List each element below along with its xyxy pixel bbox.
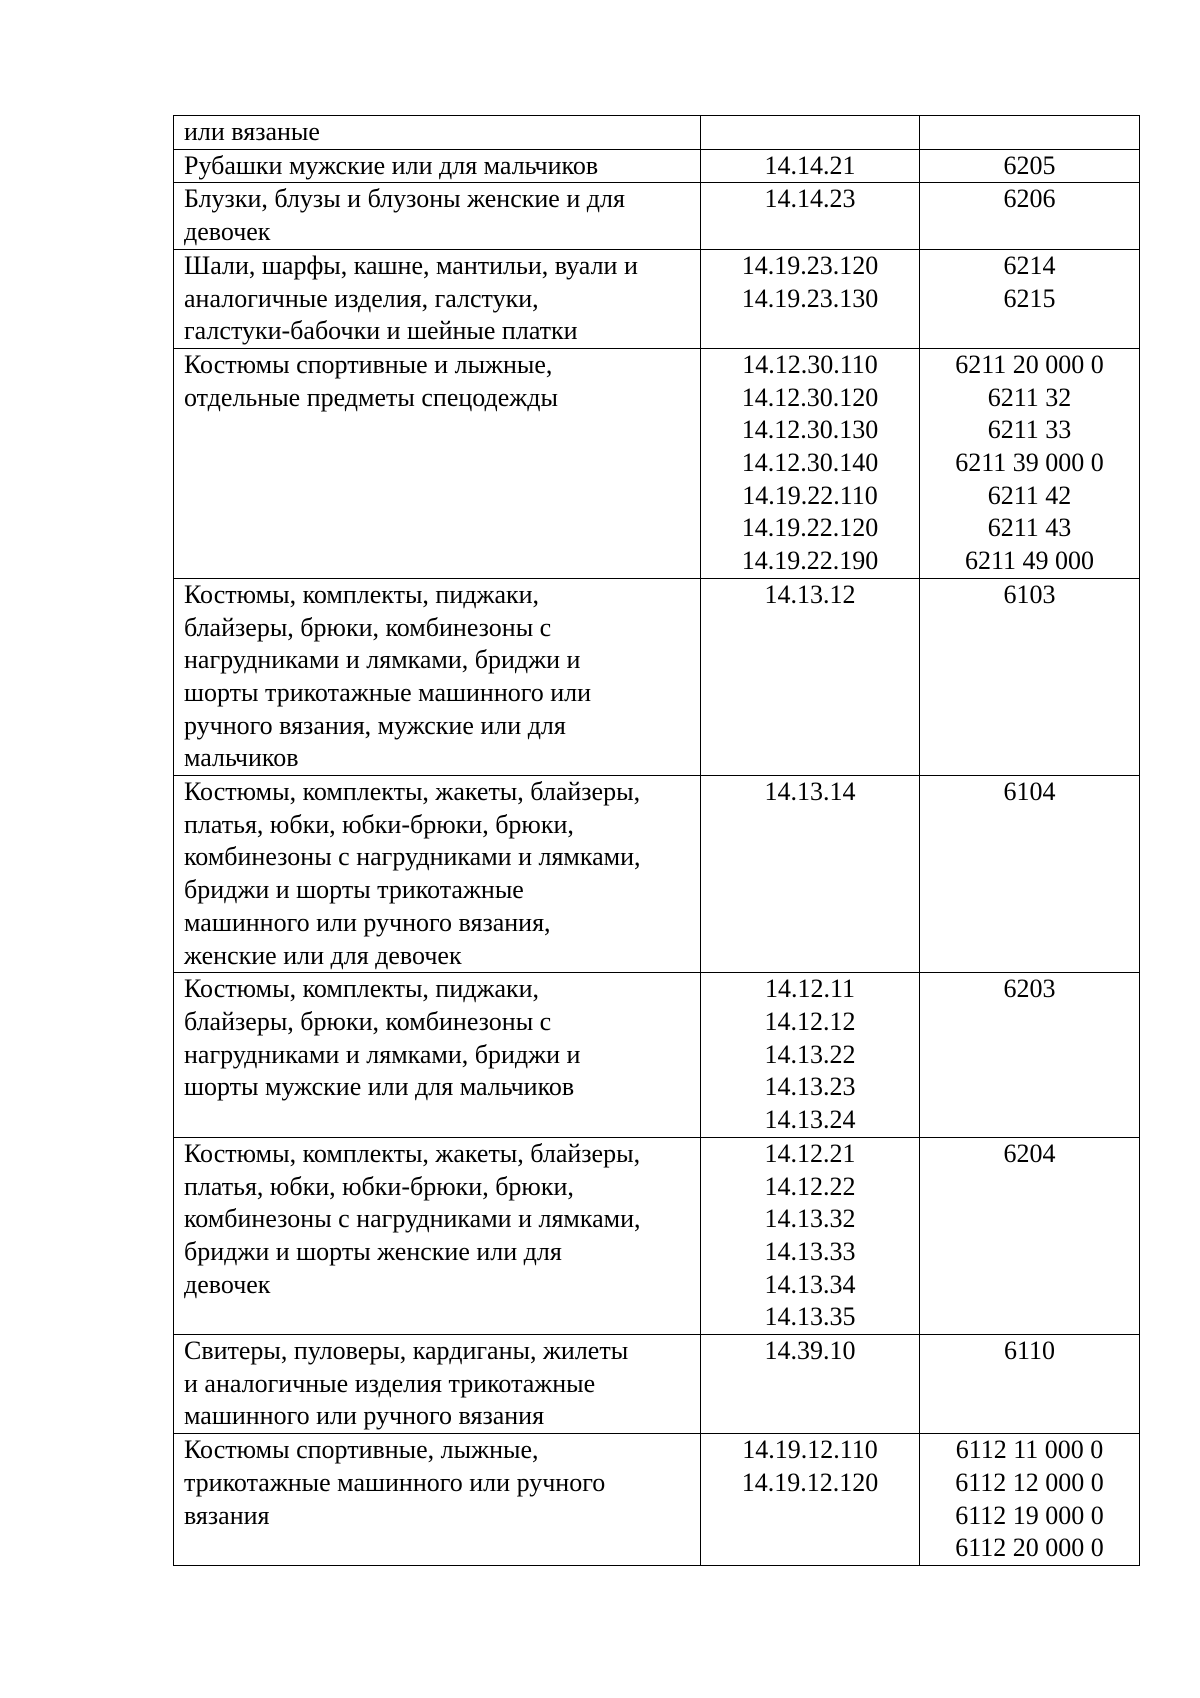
tnved-code-cell xyxy=(920,776,1140,973)
okpd-code: 14.13.24 xyxy=(764,1105,856,1135)
okpd-code-cell xyxy=(701,973,920,1138)
okpd-code: 14.12.30.130 xyxy=(741,415,879,445)
okpd-code: 14.12.11 xyxy=(764,974,856,1004)
table-row xyxy=(174,776,1140,973)
table-row xyxy=(174,116,1140,150)
description-line: Рубашки мужские или для мальчиков xyxy=(184,150,599,180)
tnved-code: 6214 xyxy=(1003,250,1056,280)
okpd-code: 14.12.30.140 xyxy=(741,448,879,478)
okpd-code: 14.13.32 xyxy=(764,1204,856,1234)
tnved-code-cell xyxy=(920,348,1140,578)
okpd-code: 14.19.12.110 xyxy=(742,1435,878,1465)
okpd-code: 14.13.22 xyxy=(764,1039,856,1069)
okpd-code-cell xyxy=(701,249,920,348)
tnved-code-cell xyxy=(920,1137,1140,1334)
okpd-code-cell xyxy=(701,1434,920,1566)
table-row xyxy=(174,1434,1140,1566)
description-cell xyxy=(174,116,701,150)
okpd-code-cell xyxy=(701,776,920,973)
description-cell xyxy=(174,578,701,775)
okpd-code-cell xyxy=(701,578,920,775)
description-line: женские или для девочек xyxy=(184,940,462,970)
empty-line xyxy=(703,116,917,149)
tnved-code: 6110 xyxy=(1003,1336,1056,1366)
okpd-code-cell xyxy=(701,1137,920,1334)
tnved-code: 6215 xyxy=(1003,283,1056,313)
okpd-code: 14.13.34 xyxy=(764,1269,856,1299)
description-line: мальчиков xyxy=(184,743,299,773)
tnved-code: 6112 20 000 0 xyxy=(955,1533,1104,1563)
okpd-code: 14.19.22.110 xyxy=(742,480,878,510)
description-line: Свитеры, пуловеры, кардиганы, жилеты xyxy=(184,1336,629,1366)
okpd-code: 14.12.30.120 xyxy=(741,382,879,412)
tnved-code: 6211 39 000 0 xyxy=(955,448,1104,478)
description-line: Блузки, блузы и блузоны женские и для xyxy=(184,184,625,214)
description-line: комбинезоны с нагрудниками и лямками, xyxy=(184,842,641,872)
description-line: ручного вязания, мужские или для xyxy=(184,710,566,740)
description-cell xyxy=(174,183,701,249)
tnved-code-cell xyxy=(920,1434,1140,1566)
tnved-code: 6204 xyxy=(1003,1138,1056,1168)
description-line: вязания xyxy=(184,1500,270,1530)
tnved-code: 6211 32 xyxy=(987,382,1072,412)
tnved-code: 6103 xyxy=(1003,579,1056,609)
description-line: бриджи и шорты трикотажные xyxy=(184,875,524,905)
okpd-code: 14.19.22.120 xyxy=(741,513,879,543)
okpd-code: 14.13.23 xyxy=(764,1072,856,1102)
description-line: шорты трикотажные машинного или xyxy=(184,677,592,707)
table-row xyxy=(174,183,1140,249)
okpd-code: 14.13.12 xyxy=(764,579,856,609)
okpd-code-cell xyxy=(701,183,920,249)
description-line: девочек xyxy=(184,217,271,247)
description-cell xyxy=(174,973,701,1138)
okpd-code: 14.13.35 xyxy=(764,1302,856,1332)
okpd-code: 14.13.33 xyxy=(764,1236,856,1266)
description-line: Костюмы, комплекты, жакеты, блайзеры, xyxy=(184,777,641,807)
tnved-code: 6203 xyxy=(1003,974,1056,1004)
table-body xyxy=(174,116,1140,1566)
tnved-code-cell xyxy=(920,116,1140,150)
okpd-code: 14.13.14 xyxy=(764,777,856,807)
description-line: Костюмы спортивные, лыжные, xyxy=(184,1435,539,1465)
description-line: блайзеры, брюки, комбинезоны с xyxy=(184,1006,552,1036)
okpd-code: 14.19.23.130 xyxy=(741,283,879,313)
okpd-code-cell xyxy=(701,149,920,183)
description-line: бриджи и шорты женские или для xyxy=(184,1236,562,1266)
tnved-code: 6112 11 000 0 xyxy=(955,1435,1104,1465)
table-row xyxy=(174,149,1140,183)
tnved-code: 6211 43 xyxy=(987,513,1072,543)
tnved-code-cell xyxy=(920,183,1140,249)
okpd-code: 14.39.10 xyxy=(764,1336,856,1366)
description-line: Костюмы, комплекты, пиджаки, xyxy=(184,579,540,609)
description-line: аналогичные изделия, галстуки, xyxy=(184,283,539,313)
description-line: нагрудниками и лямками, бриджи и xyxy=(184,1039,581,1069)
okpd-code: 14.19.12.120 xyxy=(741,1467,879,1497)
description-line: комбинезоны с нагрудниками и лямками, xyxy=(184,1204,641,1234)
table-row xyxy=(174,1335,1140,1434)
description-cell xyxy=(174,1137,701,1334)
okpd-code: 14.14.21 xyxy=(764,150,856,180)
description-line: Костюмы, комплекты, жакеты, блайзеры, xyxy=(184,1138,641,1168)
okpd-code: 14.12.22 xyxy=(764,1171,856,1201)
okpd-code: 14.12.12 xyxy=(764,1006,856,1036)
table-row xyxy=(174,973,1140,1138)
description-line: нагрудниками и лямками, бриджи и xyxy=(184,645,581,675)
okpd-code-cell xyxy=(701,1335,920,1434)
okpd-code: 14.14.23 xyxy=(764,184,856,214)
tnved-code-cell xyxy=(920,249,1140,348)
tnved-code: 6211 33 xyxy=(987,415,1072,445)
description-cell xyxy=(174,776,701,973)
okpd-code: 14.12.30.110 xyxy=(742,349,878,379)
description-line: или вязаные xyxy=(184,117,320,146)
description-line: машинного или ручного вязания xyxy=(184,1401,545,1431)
description-cell xyxy=(174,1335,701,1434)
description-line: шорты мужские или для мальчиков xyxy=(184,1072,575,1102)
classification-table xyxy=(173,115,1140,1566)
description-line: платья, юбки, юбки-брюки, брюки, xyxy=(184,809,574,839)
tnved-code: 6211 49 000 xyxy=(964,546,1095,576)
description-cell xyxy=(174,149,701,183)
tnved-code: 6112 12 000 0 xyxy=(955,1467,1104,1497)
tnved-code-cell xyxy=(920,973,1140,1138)
tnved-code: 6211 42 xyxy=(987,480,1072,510)
tnved-code: 6112 19 000 0 xyxy=(955,1500,1104,1530)
description-cell xyxy=(174,249,701,348)
description-line: и аналогичные изделия трикотажные xyxy=(184,1368,596,1398)
okpd-code-cell xyxy=(701,116,920,150)
empty-line xyxy=(922,116,1137,149)
description-line: машинного или ручного вязания, xyxy=(184,907,551,937)
description-line: трикотажные машинного или ручного xyxy=(184,1467,606,1497)
description-line: Костюмы, комплекты, пиджаки, xyxy=(184,974,540,1004)
tnved-code: 6211 20 000 0 xyxy=(955,349,1104,379)
tnved-code: 6104 xyxy=(1003,777,1056,807)
okpd-code: 14.19.22.190 xyxy=(741,546,879,576)
tnved-code-cell xyxy=(920,1335,1140,1434)
table-row xyxy=(174,348,1140,578)
description-line: девочек xyxy=(184,1269,271,1299)
description-cell xyxy=(174,348,701,578)
tnved-code: 6205 xyxy=(1003,150,1056,180)
description-cell xyxy=(174,1434,701,1566)
description-line: платья, юбки, юбки-брюки, брюки, xyxy=(184,1171,574,1201)
description-line: Шали, шарфы, кашне, мантильи, вуали и xyxy=(184,250,638,280)
tnved-code-cell xyxy=(920,578,1140,775)
okpd-code-cell xyxy=(701,348,920,578)
table-row xyxy=(174,249,1140,348)
okpd-code: 14.12.21 xyxy=(764,1138,856,1168)
description-line: галстуки-бабочки и шейные платки xyxy=(184,316,578,346)
description-line: отдельные предметы спецодежды xyxy=(184,382,558,412)
tnved-code: 6206 xyxy=(1003,184,1056,214)
table-row xyxy=(174,578,1140,775)
tnved-code-cell xyxy=(920,149,1140,183)
description-line: блайзеры, брюки, комбинезоны с xyxy=(184,612,552,642)
table-row xyxy=(174,1137,1140,1334)
okpd-code: 14.19.23.120 xyxy=(741,250,879,280)
description-line: Костюмы спортивные и лыжные, xyxy=(184,349,553,379)
